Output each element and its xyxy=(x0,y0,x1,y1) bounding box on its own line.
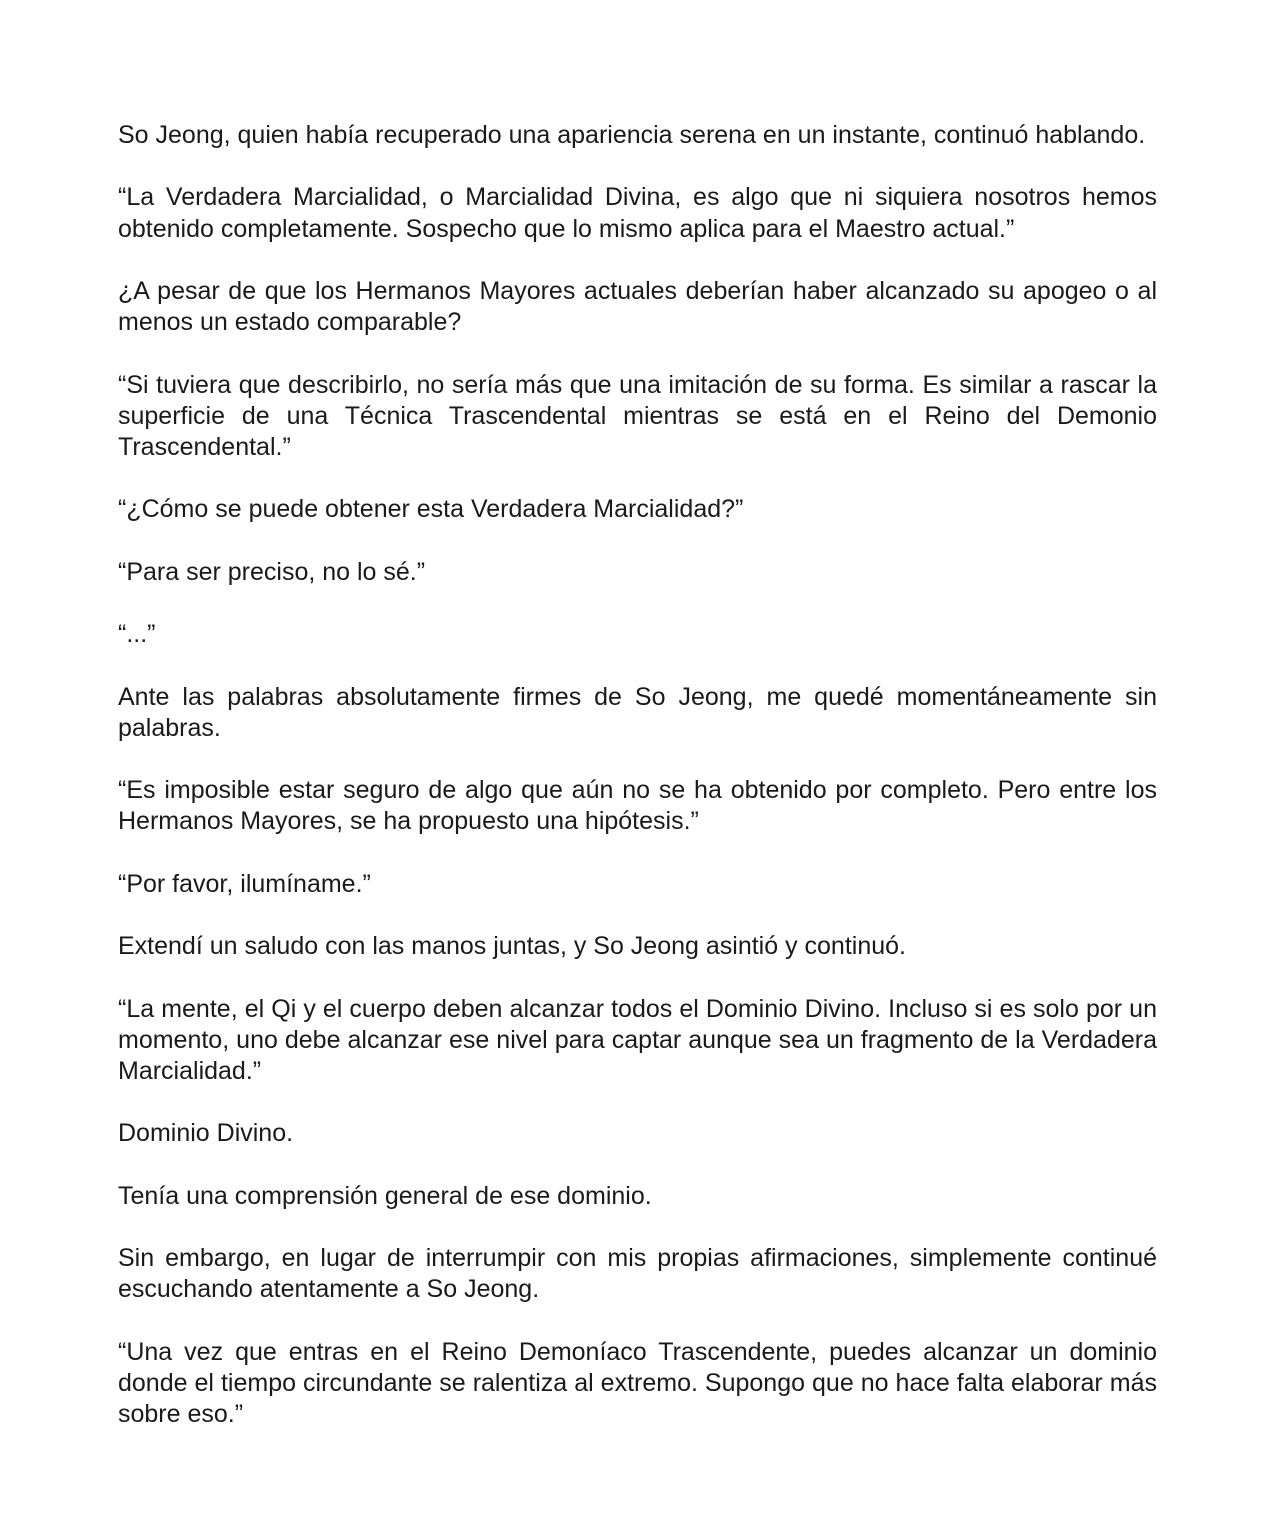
paragraph: Sin embargo, en lugar de interrumpir con mis propias afirmaciones, simplemente continué escuchando atentamente a So Jeong. xyxy=(118,1244,1157,1304)
paragraph: “Por favor, ilumíname.” xyxy=(118,869,371,898)
paragraph: “¿Cómo se puede obtener esta Verdadera Marcialidad?” xyxy=(118,495,744,524)
paragraph: “Para ser preciso, no lo sé.” xyxy=(118,557,426,586)
paragraph: Dominio Divino. xyxy=(118,1119,294,1148)
paragraph: Tenía una comprensión general de ese dominio. xyxy=(118,1181,652,1210)
paragraph: “...” xyxy=(118,620,156,649)
paragraph: “Si tuviera que describirlo, no sería más que una imitación de su forma. Es similar a rascar la superficie de una Técnica Trascendental mientras se está en el Reino del Demonio Trascendental.” xyxy=(118,370,1157,461)
document-page xyxy=(118,120,1157,1461)
paragraph: “La mente, el Qi y el cuerpo deben alcanzar todos el Dominio Divino. Incluso si es solo por un momento, uno debe alcanzar ese nivel para captar aunque sea un fragmento de la Verdadera Marcialidad.” xyxy=(118,994,1157,1085)
paragraph: ¿A pesar de que los Hermanos Mayores actuales deberían haber alcanzado su apogeo o al menos un estado comparable? xyxy=(118,276,1157,337)
paragraph: “Una vez que entras en el Reino Demoníaco Trascendente, puedes alcanzar un dominio donde el tiempo circundante se ralentiza al extremo. Supongo que no hace falta elaborar más sobre eso.” xyxy=(118,1337,1157,1429)
paragraph: “La Verdadera Marcialidad, o Marcialidad Divina, es algo que ni siquiera nosotros hemos obtenido completamente. Sospecho que lo mismo aplica para el Maestro actual.” xyxy=(118,183,1157,243)
paragraph: Ante las palabras absolutamente firmes de So Jeong, me quedé momentáneamente sin palabras. xyxy=(118,682,1157,742)
paragraph: Extendí un saludo con las manos juntas, y So Jeong asintió y continuó. xyxy=(118,932,906,961)
paragraph: “Es imposible estar seguro de algo que aún no se ha obtenido por completo. Pero entre los Hermanos Mayores, se ha propuesto una hipótesis.” xyxy=(118,776,1157,836)
paragraph: So Jeong, quien había recuperado una apariencia serena en un instante, continuó hablando. xyxy=(118,121,1146,149)
